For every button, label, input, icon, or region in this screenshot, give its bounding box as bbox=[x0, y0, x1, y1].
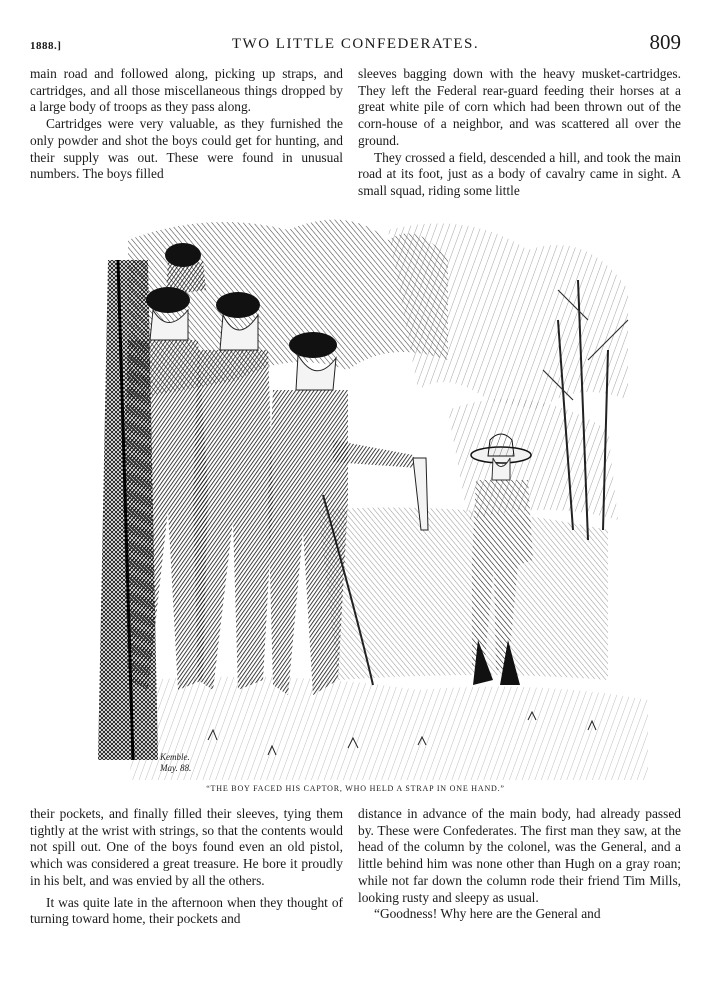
running-header bbox=[30, 30, 681, 56]
paragraph: It was quite late in the afternoon when they thought of turning toward home, their pockets and bbox=[30, 894, 343, 927]
illustration-caption: “THE BOY FACED HIS CAPTOR, WHO HELD A STRAP IN ONE HAND.” bbox=[206, 784, 505, 793]
signature-date: May. 88. bbox=[160, 763, 192, 773]
signature-name: Kemble. bbox=[160, 752, 190, 762]
paragraph: They crossed a field, descended a hill, and took the main road at its foot, just as a body of cavalry came in sight. A small squad, riding some little bbox=[358, 149, 681, 198]
text-column-top-left bbox=[30, 66, 343, 183]
paragraph: Cartridges were very valuable, as they furnished the only powder and shot the boys could get for hunting, and their supply was out. These were found in unusual numbers. The boys filled bbox=[30, 116, 343, 182]
paragraph: “Goodness! Why here are the General and bbox=[374, 906, 601, 922]
text-column-bottom-right bbox=[358, 806, 681, 923]
text-column-bottom-left bbox=[30, 806, 343, 928]
header-title: TWO LITTLE CONFEDERATES. bbox=[231, 36, 480, 52]
paragraph: main road and followed along, picking up straps, and cartridges, and all those miscellaneous things dropped by a large body of troops as they pass along. bbox=[30, 66, 343, 115]
artist-signature bbox=[160, 752, 191, 774]
paragraph: sleeves bagging down with the heavy musket-cartridges. They left the Federal rear-guard feeding their horses at a great white pile of corn which had been thrown out of the corn-house of a neighbor, and was scattered all over the ground. bbox=[358, 66, 681, 148]
text-column-top-right bbox=[358, 66, 681, 200]
engraving-illustration bbox=[88, 200, 668, 780]
paragraph: distance in advance of the main body, had already passed by. These were Confederates. The first man they saw, at the head of the column by the colonel, was the General, and a little behind him was none other than Hugh on a gray roan; while not far down the column rode their friend Tim Mills, looking rusty and sleepy as usual. bbox=[358, 806, 681, 905]
paragraph: their pockets, and finally filled their sleeves, tying them tightly at the wrist with strings, so that the contents would not spill out. One of the boys found even an old pistol, which was considered a great treasure. He bore it proudly in his belt, and was envied by all the others. bbox=[30, 806, 343, 888]
page-number: 809 bbox=[649, 30, 681, 54]
header-year: 1888.] bbox=[30, 40, 62, 52]
